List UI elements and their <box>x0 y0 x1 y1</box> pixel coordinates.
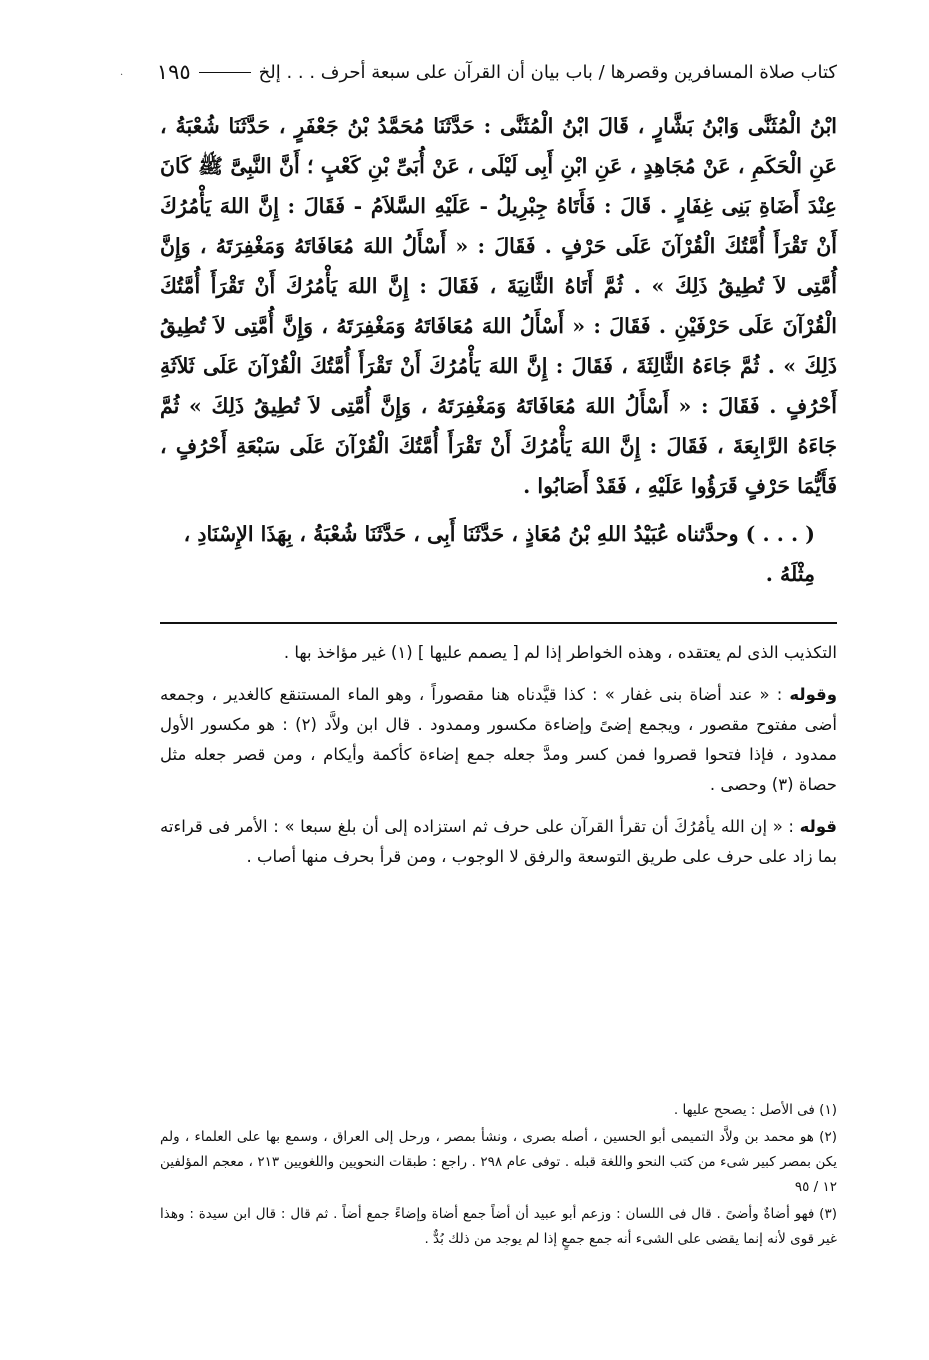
hadith-main: ابْنُ الْمُثَنَّى وَابْنُ بَشَّارٍ ، قَالَ ابْنُ الْمُثَنَّى : حَدَّثَنَا مُحَمَّدُ بْنُ جَعْفَرٍ ، حَدَّثَنَا شُعْبَةُ ، عَنِ الْحَكَمِ ، عَنْ مُجَاهِدٍ ، عَنِ ابْنِ أَبِى لَيْلَى ، عَنْ أُبَىِّ بْنِ كَعْبٍ ؛ أَنَّ النَّبِىَّ ﷺ كَانَ عِنْدَ أَضَاةِ بَنِى غِفَارٍ . قَالَ : فَأَتَاهُ جِبْرِيلُ - عَلَيْهِ السَّلاَمُ - فَقَالَ : إِنَّ اللهَ يَأْمُرُكَ أَنْ تَقْرَأَ أُمَّتُكَ الْقُرْآنَ عَلَى حَرْفٍ . فَقَالَ : « أَسْأَلُ اللهَ مُعَافَاتَهُ وَمَغْفِرَتَهُ ، وَإِنَّ أُمَّتِى لاَ تُطِيقُ ذَلِكَ » . ثُمَّ أَتَاهُ الثَّانِيَةَ ، فَقَالَ : إِنَّ اللهَ يَأْمُرُكَ أَنْ تَقْرَأَ أُمَّتُكَ الْقُرْآنَ عَلَى حَرْفَيْنِ . فَقَالَ : « أَسْأَلُ اللهَ مُعَافَاتَهُ وَمَغْفِرَتَهُ ، وَإِنَّ أُمَّتِى لاَ تُطِيقُ ذَلِكَ » . ثُمَّ جَاءَهُ الثَّالِثَةَ ، فَقَالَ : إِنَّ اللهَ يَأْمُرُكَ أَنْ تَقْرَأَ أُمَّتُكَ الْقُرْآنَ عَلَى ثَلاَثَةِ أَحْرُفٍ . فَقَالَ : « أَسْأَلُ اللهَ مُعَافَاتَهُ وَمَغْفِرَتَهُ ، وَإِنَّ أُمَّتِى لاَ تُطِيقُ ذَلِكَ » ثُمَّ جَاءَهُ الرَّابِعَةَ ، فَقَالَ : إِنَّ اللهَ يَأْمُرُكَ أَنْ تَقْرَأَ أُمَّتُكَ الْقُرْآنَ عَلَى سَبْعَةِ أَحْرُفٍ ، فَأَيُّمَا حَرْفٍ قَرَؤُوا عَلَيْهِ ، فَقَدْ أَصَابُوا . <box>160 114 837 498</box>
hadith-text <box>160 106 837 506</box>
page-number: ١٩٥ <box>156 60 191 84</box>
commentary-paragraph <box>160 638 837 668</box>
commentary-lead: قوله <box>799 817 837 836</box>
hadith-chain: ( . . . ) وحدَّثناه عُبَيْدُ اللهِ بْنُ مُعَاذٍ ، حَدَّثَنَا أَبِى ، حَدَّثَنَا شُعْبَةُ ، بِهَذَا الإِسْنَادِ ، مِثْلَهُ . <box>183 522 815 586</box>
commentary-text: التكذيب الذى لم يعتقده ، وهذه الخواطر إذا لم [ يصمم عليها ] (١) غير مؤاخذ بها . <box>283 643 837 662</box>
running-header <box>156 52 837 92</box>
commentary-text: : « عند أضاة بنى غفار » : كذا قيَّدناه هنا مقصوراً ، وهو الماء المستنقع كالغدير ، وجمعه أضى مفتوح مقصور ، ويجمع إضىً وإضاءة مكسور وممدود . قال ابن ولاَّد (٢) : هو مكسور الأول ممدود ، فإذا فتحوا قصروا فمن كسر ومدَّ جعله جمع إضاءة كأكمة وأيكام ، ومن قصر جعله مثل حصاة (٣) وحصى . <box>160 685 837 794</box>
chapter-title: كتاب صلاة المسافرين وقصرها / باب بيان أن القرآن على سبعة أحرف . . . إلخ <box>258 61 837 83</box>
header-dash <box>199 72 251 73</box>
footnotes <box>160 1098 837 1254</box>
commentary-text: : « إن الله يأمُرُكَ أن تقرأ القرآن على حرف ثم استزاده إلى أن بلغ سبعا » : الأمر فى قراءته بما زاد على حرف على طريق التوسعة والرفق لا الوجوب ، ومن قرأ بحرف منها أصاب . <box>160 817 837 866</box>
corner-dot: · <box>120 70 124 81</box>
footnote-2: (٢) هو محمد بن ولاَّد التميمى أبو الحسين ، أصله بصرى ، ونشأ بمصر ، ورحل إلى العراق ، وسمع بها على العلماء ، ولم يكن بمصر كبير شىء من كتب النحو واللغة قبله . توفى عام ٢٩٨ . راجع : طبقات النحويين واللغويين ٢١٣ ، معجم المؤلفين ١٢ / ٩٥ <box>160 1129 838 1195</box>
footnote-1: (١) فى الأصل : يصحح عليها . <box>673 1102 837 1118</box>
commentary-paragraph <box>160 812 837 872</box>
commentary-lead: وقوله <box>789 685 837 704</box>
separator-rule <box>160 622 837 624</box>
commentary <box>160 638 837 872</box>
page-number-group <box>157 60 259 84</box>
commentary-paragraph <box>160 680 837 800</box>
footnote-3: (٣) فهو أضاةٌ وأضىً . قال فى اللسان : وزعم أبو عبيد أن أضاً جمع أضاة وإضاءً جمع أضاً . ثم قال : قال ابن سيدة : وهذا غير قوى لأنه إنما يقضى على الشىء أنه جمع جمعٍ إذا لم يوجد من ذلك بُدٌّ . <box>160 1206 837 1247</box>
